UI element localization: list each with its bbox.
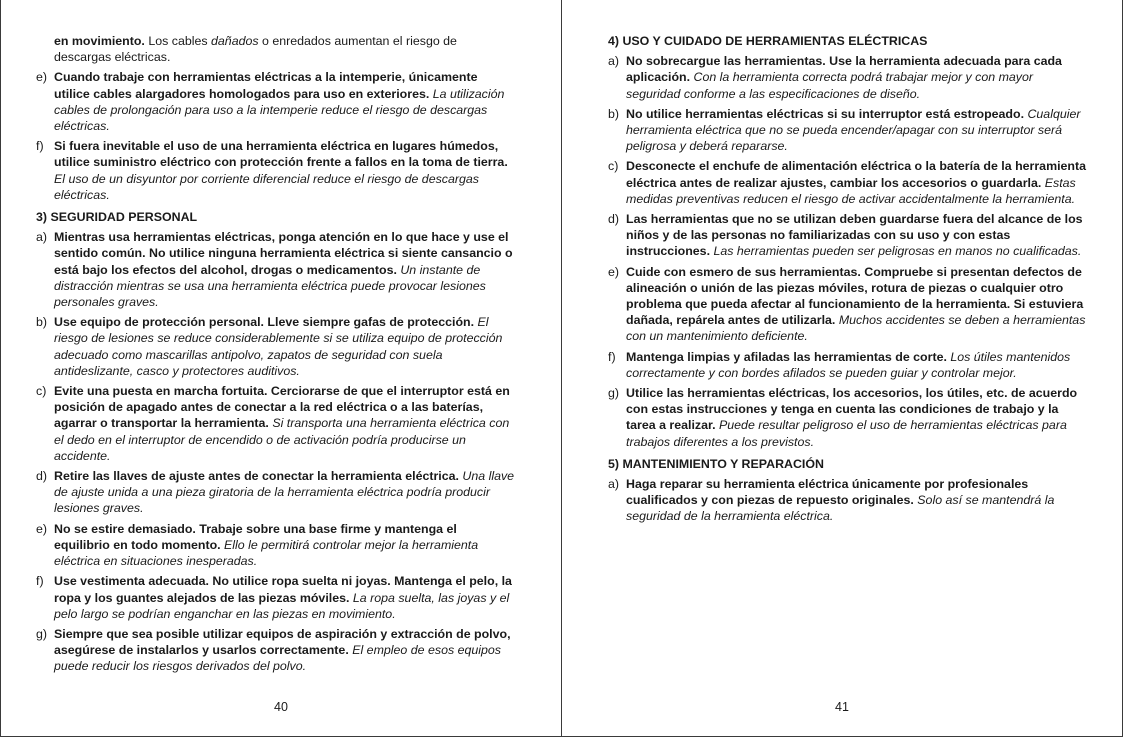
page-right-content (608, 33, 1088, 529)
list-item: d) Retire las llaves de ajuste antes de conectar la herramienta eléctrica. Una llave de ajuste unida a una pieza giratoria de la herramienta eléctrica podría producir lesiones graves. (36, 469, 515, 516)
section-heading-maintenance: 5) MANTENIMIENTO Y REPARACIÓN (608, 456, 824, 471)
list-item: g) Siempre que sea posible utilizar equipos de aspiración y extracción de polvo, asegúrese de instalarlos y usarlos correctamente. El empleo de esos equipos puede reducir los riesgos derivados del polvo. (36, 626, 511, 674)
section-heading-personal-safety: 3) SEGURIDAD PERSONAL (36, 210, 198, 225)
page-number: 41 (835, 700, 849, 714)
list-item: f) Mantenga limpias y afiladas las herramientas de corte. Los útiles mantenidos correctamente y con bordes afilados se pueden guiar y controlar mejor. (608, 349, 1071, 380)
continuation-paragraph: en movimiento. Los cables dañados o enredados aumentan el riesgo de descargas eléctricas. (54, 34, 457, 65)
list-item: f) Si fuera inevitable el uso de una herramienta eléctrica en lugares húmedos, utilice suministro eléctrico con protección frente a fallos en la toma de tierra. El uso de un disyuntor por corriente diferencial reduce el riesgo de descargas eléctricas. (36, 139, 508, 202)
list-item: a) No sobrecargue las herramientas. Use la herramienta adecuada para cada aplicación. Con la herramienta correcta podrá trabajar mejor y con mayor seguridad conforme a las especificaciones de diseño. (608, 54, 1062, 101)
page-left-content (36, 33, 516, 679)
list-item: d) Las herramientas que no se utilizan deben guardarse fuera del alcance de los niños y de las personas no familiarizadas con su uso y con estas instrucciones. Las herramientas pueden ser peligrosas en manos no cualificadas. (608, 212, 1083, 259)
list-item: g) Utilice las herramientas eléctricas, los accesorios, los útiles, etc. de acuerdo con estas instrucciones y tenga en cuenta las condiciones de trabajo y la tarea a realizar. Puede resultar peligroso el uso de herramientas eléctricas para trabajos diferentes a los previstos. (608, 386, 1078, 449)
page-number: 40 (274, 700, 288, 714)
list-item: f) Use vestimenta adecuada. No utilice ropa suelta ni joyas. Mantenga el pelo, la ropa y los guantes alejados de las piezas móviles. La ropa suelta, las joyas y el pelo largo se podrían enganchar en las piezas en movimiento. (36, 574, 512, 621)
list-item: e) No se estire demasiado. Trabaje sobre una base firme y mantenga el equilibrio en todo momento. Ello le permitirá controlar mejor la herramienta eléctrica en situaciones inesperadas. (36, 521, 479, 569)
list-item: c) Desconecte el enchufe de alimentación eléctrica o la batería de la herramienta eléctrica antes de realizar ajustes, cambiar los accesorios o guardarla. Estas medidas preventivas reducen el riesgo de activar accidentalmente la herramienta. (608, 159, 1087, 206)
section-heading-tool-use: 4) USO Y CUIDADO DE HERRAMIENTAS ELÉCTRICAS (608, 34, 928, 48)
list-item: c) Evite una puesta en marcha fortuita. Cerciorarse de que el interruptor está en posición de apagado antes de conectar a la red eléctrica o a las baterías, agarrar o transportar la herramienta. Si transporta una herramienta eléctrica con el dedo en el interruptor de encendido o de activación podría producirse un accidente. (36, 384, 510, 463)
list-item: e) Cuando trabaje con herramientas eléctricas a la intemperie, únicamente utilice cables alargadores homologados para uso en exteriores. La utilización cables de prolongación para uso a la intemperie reduce el riesgo de descargas eléctricas. (36, 70, 505, 134)
page-left (0, 0, 561, 737)
list-item: a) Haga reparar su herramienta eléctrica únicamente por profesionales cualificados y con piezas de repuesto originales. Solo así se mantendrá la seguridad de la herramienta eléctrica. (608, 477, 1055, 524)
page-right (561, 0, 1123, 737)
list-item: a) Mientras usa herramientas eléctricas, ponga atención en lo que hace y use el sentido común. No utilice ninguna herramienta eléctrica si siente cansancio o está bajo los efectos del alcohol, drogas o medicamentos. Un instante de distracción mientras se usa una herramienta eléctrica puede provocar lesiones personales graves. (36, 230, 513, 310)
list-item: b) No utilice herramientas eléctricas si su interruptor está estropeado. Cualquier herramienta eléctrica que no se pueda encender/apagar con su interruptor será peligrosa y deberá repararse. (608, 106, 1081, 154)
list-item: e) Cuide con esmero de sus herramientas. Compruebe si presentan defectos de alineación o unión de las piezas móviles, rotura de piezas o cualquier otro problema que pueda afectar al funcionamiento de la herramienta. Si estuviera dañada, repárela antes de utilizarla. Muchos accidentes se deben a herramientas con un mantenimiento deficiente. (608, 264, 1086, 344)
list-item: b) Use equipo de protección personal. Lleve siempre gafas de protección. El riesgo de lesiones se reduce considerablemente si se utiliza equipo de protección adecuado como mascarillas antipolvo, zapatos de seguridad con suela antideslizante, casco y protectores auditivos. (36, 315, 503, 378)
